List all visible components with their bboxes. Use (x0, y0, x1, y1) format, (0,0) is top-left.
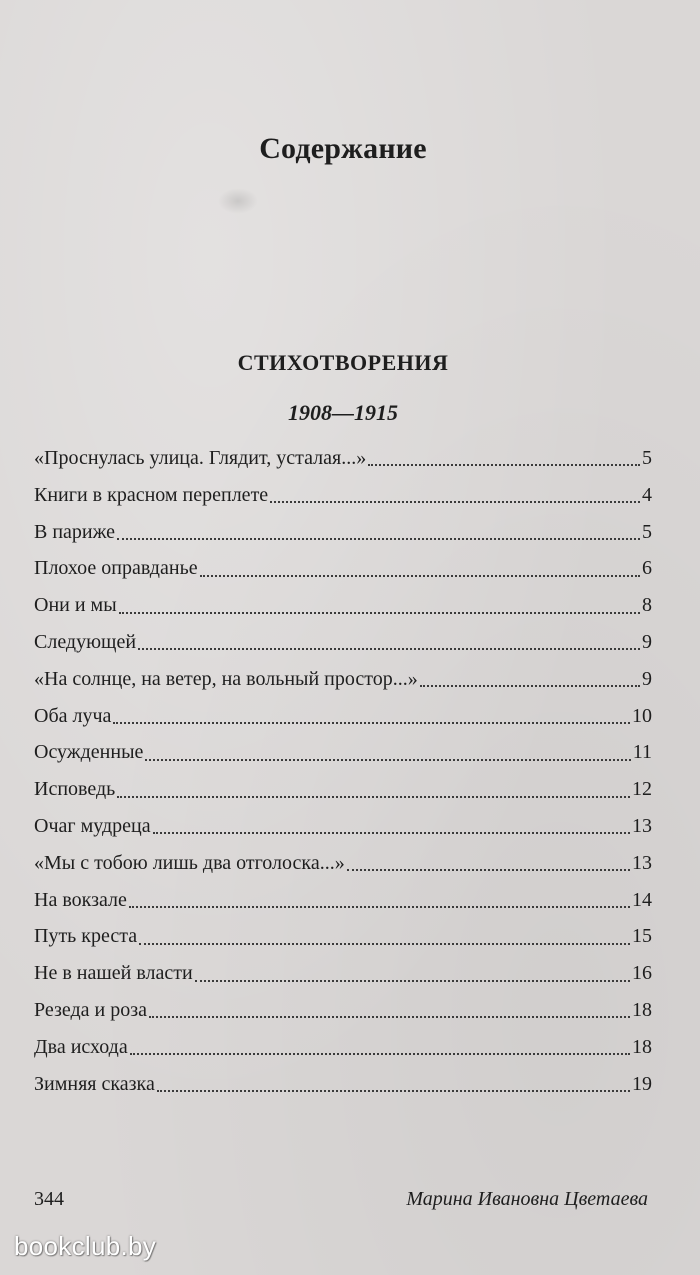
toc-entry (34, 1029, 652, 1066)
page-number: 344 (34, 1188, 64, 1210)
toc-entry-page: 16 (632, 962, 652, 985)
toc-dot-leader (368, 464, 640, 466)
toc-entry-page: 18 (632, 998, 652, 1021)
toc-entry-title: Путь креста (34, 925, 138, 948)
watermark-logo: bookclub.by (14, 1231, 157, 1261)
toc-entry-page: 9 (642, 630, 652, 653)
toc-dot-leader (195, 980, 630, 982)
toc-entry-title: В париже (34, 520, 116, 543)
toc-entry-page: 13 (632, 814, 652, 837)
toc-entry (34, 918, 652, 955)
toc-entry-page: 18 (632, 1035, 652, 1058)
toc-entry (34, 440, 652, 477)
toc-dot-leader (113, 722, 630, 724)
toc-dot-leader (347, 869, 630, 871)
toc-entry-title: «На солнце, на ветер, на вольный простор...» (34, 667, 418, 690)
toc-entry-title: Очаг мудреца (34, 814, 151, 837)
toc-dot-leader (119, 612, 640, 614)
toc-entry-title: На вокзале (34, 888, 127, 911)
toc-entry-title: Два исхода (34, 1035, 128, 1058)
toc-dot-leader (200, 575, 640, 577)
toc-entry-title: Плохое оправданье (34, 557, 198, 580)
toc-entry (34, 661, 652, 698)
running-footer-author: Марина Ивановна Цветаева (406, 1188, 648, 1210)
toc-dot-leader (157, 1090, 630, 1092)
toc-entry (34, 882, 652, 919)
section-heading: СТИХОТВОРЕНИЯ (237, 350, 449, 375)
toc-entry-title: Не в нашей власти (34, 962, 193, 985)
toc-entry (34, 698, 652, 735)
toc-entry-title: Следующей (34, 630, 137, 653)
toc-entry (34, 1066, 652, 1103)
toc-dot-leader (117, 796, 630, 798)
page-title: Содержание (259, 132, 427, 165)
toc-entry-title: Оба луча (34, 704, 112, 727)
toc-dot-leader (117, 538, 640, 540)
toc-entry (34, 734, 652, 771)
toc-entry (34, 845, 652, 882)
toc-entry-page: 10 (632, 704, 652, 727)
toc-dot-leader (153, 832, 630, 834)
toc-entry-page: 6 (642, 557, 652, 580)
toc-dot-leader (270, 501, 640, 503)
toc-entry-page: 9 (642, 667, 652, 690)
toc-entry-page: 8 (642, 594, 652, 617)
toc-entry (34, 624, 652, 661)
toc-entry-page: 5 (642, 447, 652, 469)
toc-entry (34, 992, 652, 1029)
toc-entry (34, 477, 652, 514)
toc-entry-title: Резеда и роза (34, 998, 148, 1021)
toc-entry-title: Осужденные (34, 741, 144, 764)
toc-entry (34, 771, 652, 808)
toc-entry (34, 808, 652, 845)
toc-dot-leader (149, 1016, 630, 1018)
toc-entry-page: 15 (632, 925, 652, 948)
toc-dot-leader (145, 759, 630, 761)
table-of-contents (34, 440, 652, 1102)
toc-dot-leader (129, 906, 630, 908)
paper-smudge (218, 188, 258, 214)
period-heading: 1908—1915 (288, 400, 398, 425)
toc-entry (34, 514, 652, 551)
toc-entry-title: «Мы с тобою лишь два отголоска...» (34, 851, 345, 874)
toc-entry-page: 13 (632, 851, 652, 874)
toc-dot-leader (130, 1053, 630, 1055)
toc-entry-page: 14 (632, 888, 652, 911)
toc-entry-page: 19 (632, 1072, 652, 1095)
toc-entry-page: 11 (632, 741, 652, 764)
toc-dot-leader (420, 685, 640, 687)
toc-dot-leader (138, 648, 640, 650)
toc-entry-title: Зимняя сказка (34, 1072, 155, 1095)
toc-entry-title: Они и мы (34, 594, 117, 617)
toc-entry-title: Исповедь (34, 778, 116, 801)
toc-entry-title: Книги в красном переплете (34, 483, 269, 506)
toc-entry-page: 12 (632, 778, 652, 801)
toc-entry-title: «Проснулась улица. Глядит, усталая...» (34, 447, 367, 469)
toc-entry-page: 5 (642, 520, 652, 543)
toc-entry (34, 955, 652, 992)
toc-entry-page: 4 (642, 483, 652, 506)
toc-dot-leader (139, 943, 630, 945)
toc-entry (34, 550, 652, 587)
toc-entry (34, 587, 652, 624)
